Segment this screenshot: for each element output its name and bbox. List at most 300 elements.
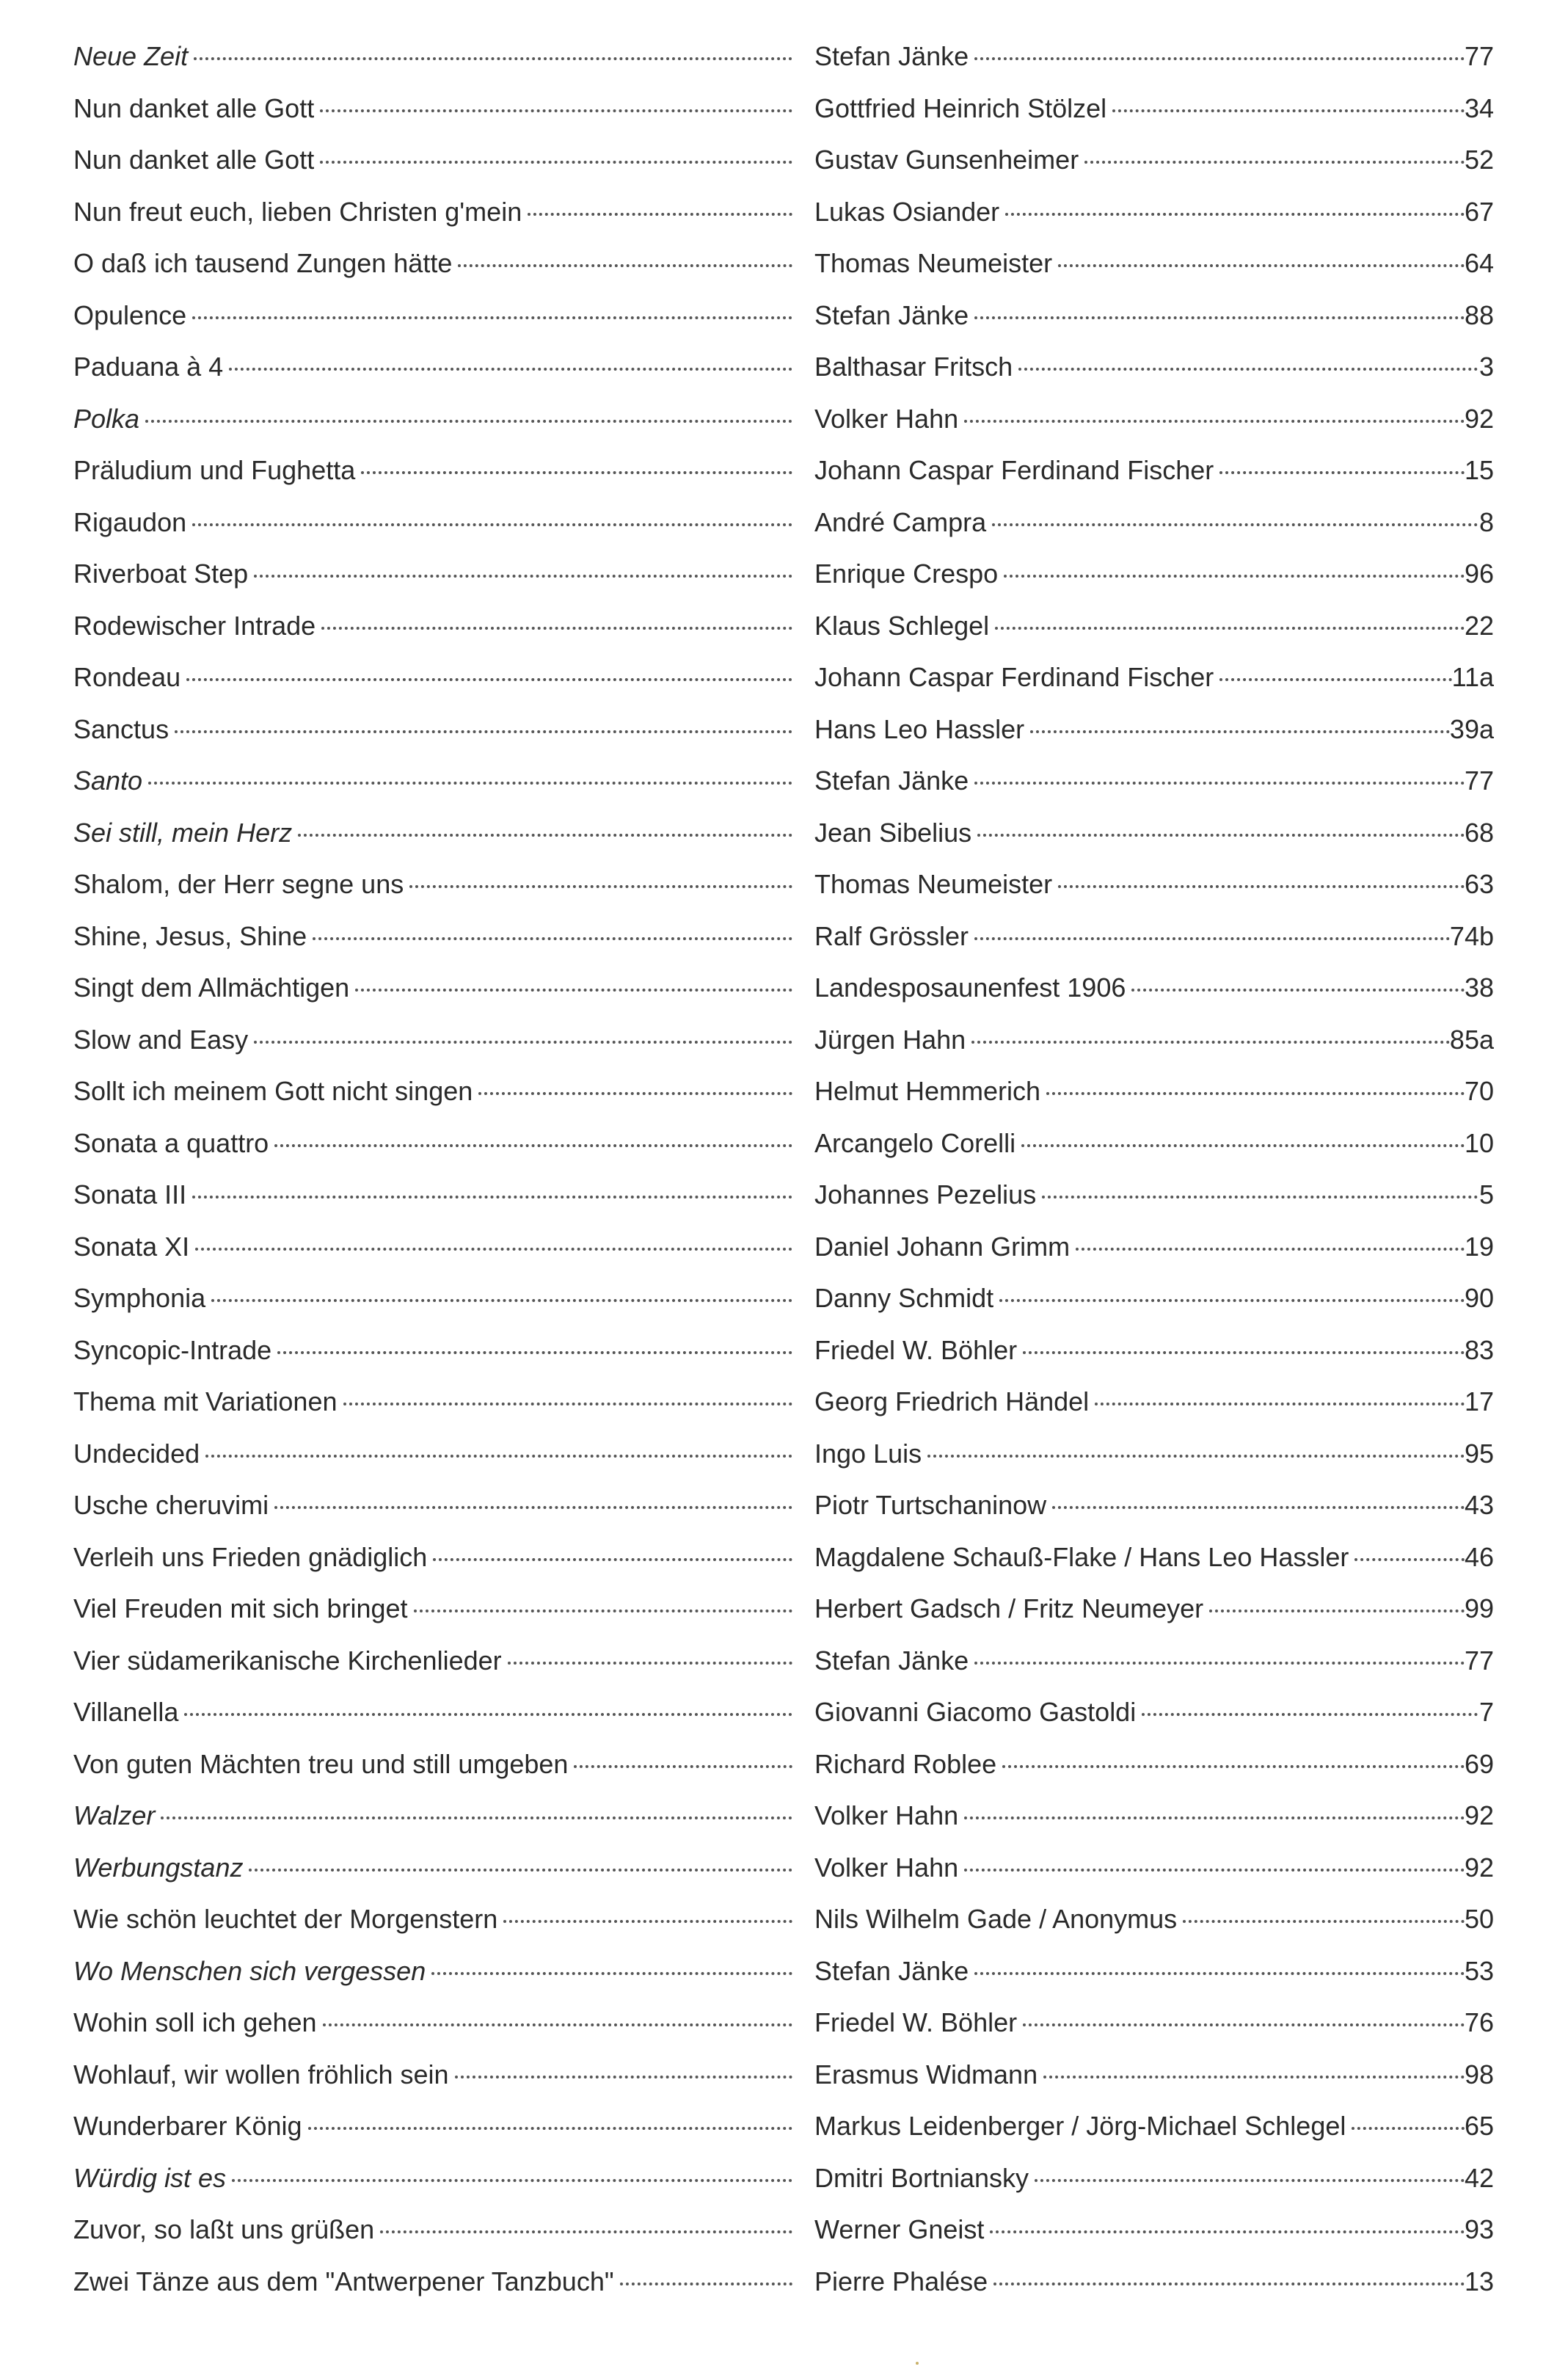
composer-cell [814,1903,1494,1935]
composer-name: André Campra [814,506,987,537]
index-row [73,2153,1494,2205]
index-row [73,1480,1494,1532]
index-row [73,1687,1494,1739]
composer-name: Klaus Schlegel [814,610,990,641]
page-number: 92 [1464,1852,1494,1883]
title-cell [73,1852,800,1884]
index-row [73,859,1494,911]
index-row [73,1118,1494,1170]
dot-leader [1219,471,1465,474]
title-cell [73,765,800,797]
composer-name: Lukas Osiander [814,196,1000,227]
composer-cell [814,1438,1494,1470]
composer-name: Jürgen Hahn [814,1024,966,1055]
title-cell [73,1024,800,1056]
piece-title: Undecided [73,1438,200,1469]
composer-name: Werner Gneist [814,2214,985,2244]
index-row [73,2049,1494,2101]
index-row [73,341,1494,393]
composer-cell [814,713,1494,746]
dot-leader [274,1144,792,1147]
composer-name: Daniel Johann Grimm [814,1231,1071,1262]
dot-leader [1004,575,1465,578]
composer-cell [814,1127,1494,1160]
index-row [73,1532,1494,1584]
piece-title: Wunderbarer König [73,2111,302,2141]
piece-title: Sollt ich meinem Gott nicht singen [73,1076,473,1106]
index-row [73,186,1494,239]
index-row [73,393,1494,445]
page-number: 70 [1464,1076,1494,1106]
page-number: 85a [1449,1024,1494,1055]
page-number: 63 [1464,869,1494,899]
piece-title: Polka [73,403,140,434]
piece-title: Von guten Mächten treu und still umgeben [73,1748,569,1779]
page-number: 43 [1464,1490,1494,1520]
dot-leader [1076,1248,1465,1251]
dot-leader [964,1816,1465,1819]
piece-title: Verleih uns Frieden gnädiglich [73,1541,428,1572]
dot-leader [148,782,792,785]
composer-name: Danny Schmidt [814,1283,994,1313]
page-number: 42 [1464,2162,1494,2193]
page-number: 39a [1449,713,1494,744]
page-number: 77 [1464,1645,1494,1676]
index-row [73,2204,1494,2256]
title-cell [73,1489,800,1521]
index-row [73,1169,1494,1221]
piece-title: Zuvor, so laßt uns grüßen [73,2214,375,2244]
composer-cell [814,1593,1494,1625]
composer-name: Stefan Jänke [814,1955,969,1986]
dot-leader [974,782,1465,785]
dot-leader [361,471,792,474]
composer-cell [814,1645,1494,1677]
composer-name: Gottfried Heinrich Stölzel [814,92,1107,123]
composer-name: Ingo Luis [814,1438,922,1469]
piece-title: Rigaudon [73,506,187,537]
dot-leader [1021,1144,1465,1147]
dot-leader [355,989,792,992]
title-cell [73,403,800,435]
title-cell [73,1282,800,1314]
dot-leader [192,523,792,526]
title-cell [73,558,800,590]
dot-leader [1058,885,1465,888]
composer-name: Landesposaunenfest 1906 [814,972,1126,1003]
dot-leader [254,575,792,578]
index-row [73,1583,1494,1635]
piece-title: Symphonia [73,1283,206,1313]
piece-title: Slow and Easy [73,1024,249,1055]
dot-leader [184,1713,792,1716]
piece-title: Werbungstanz [73,1852,244,1883]
composer-cell [814,2266,1494,2298]
dot-leader [211,1299,792,1302]
dot-leader [1142,1713,1478,1716]
piece-title: Wohlauf, wir wollen fröhlich sein [73,2059,449,2090]
page-number: 93 [1464,2214,1494,2244]
dot-leader [414,1610,792,1612]
composer-cell [814,1334,1494,1367]
dot-leader [1043,2076,1465,2078]
dot-leader [1052,1506,1465,1509]
page-number: 53 [1464,1955,1494,1986]
composer-name: Hans Leo Hassler [814,713,1025,744]
composer-name: Stefan Jänke [814,765,969,796]
composer-name: Piotr Turtschaninow [814,1490,1047,1520]
dot-leader [1002,1765,1465,1768]
dot-leader [1084,161,1465,164]
index-row [73,807,1494,859]
dot-leader [431,1972,792,1975]
page-number: 90 [1464,1283,1494,1313]
piece-title: Nun freut euch, lieben Christen g'mein [73,196,522,227]
composer-cell [814,2214,1494,2246]
dot-leader [1005,213,1465,216]
dot-leader [508,1662,792,1665]
title-cell [73,92,800,125]
dot-leader [192,1196,792,1199]
dot-leader [1095,1403,1465,1405]
piece-title: Rondeau [73,662,181,692]
index-row [73,1997,1494,2049]
paper-speck [916,2362,919,2365]
page-number: 34 [1464,92,1494,123]
dot-leader [249,1869,792,1872]
title-cell [73,817,800,849]
composer-name: Johann Caspar Ferdinand Fischer [814,662,1214,692]
composer-name: Giovanni Giacomo Gastoldi [814,1697,1137,1727]
dot-leader [455,2076,792,2078]
piece-title: Riverboat Step [73,559,249,589]
page-number: 8 [1478,506,1494,537]
dot-leader [254,1041,792,1044]
index-row [73,1325,1494,1377]
composer-name: Richard Roblee [814,1748,997,1779]
piece-title: Singt dem Allmächtigen [73,972,350,1003]
composer-cell [814,247,1494,280]
page-number: 83 [1464,1334,1494,1365]
piece-title: Santo [73,765,143,796]
dot-leader [1035,2179,1465,2182]
composer-name: Ralf Grössler [814,920,969,951]
composer-name: Stefan Jänke [814,41,969,71]
index-row [73,497,1494,549]
title-cell [73,1127,800,1160]
dot-leader [977,834,1465,837]
page-number: 67 [1464,196,1494,227]
title-cell [73,1645,800,1677]
dot-leader [186,678,792,681]
page-number: 3 [1478,352,1494,382]
dot-leader [409,885,792,888]
piece-title: Sonata XI [73,1231,190,1262]
composer-cell [814,403,1494,435]
composer-cell [814,1696,1494,1728]
index-row [73,2256,1494,2308]
composer-cell [814,2162,1494,2194]
page-number: 15 [1464,455,1494,485]
composer-name: Johannes Pezelius [814,1179,1037,1210]
dot-leader [320,161,792,164]
composer-name: Markus Leidenberger / Jörg-Michael Schlegel [814,2111,1346,2141]
index-row [73,1273,1494,1325]
index-row [73,704,1494,756]
dot-leader [574,1765,792,1768]
dot-leader [175,730,792,733]
composer-name: Enrique Crespo [814,559,999,589]
dot-leader [974,1662,1465,1665]
composer-cell [814,454,1494,487]
page-number: 65 [1464,2111,1494,2141]
page-number: 22 [1464,610,1494,641]
dot-leader [1352,2127,1465,2130]
page-number: 19 [1464,1231,1494,1262]
piece-title: Syncopic-Intrade [73,1334,272,1365]
piece-title: Nun danket alle Gott [73,145,315,175]
dot-leader [964,420,1465,423]
page-number: 92 [1464,1800,1494,1830]
title-cell [73,144,800,176]
piece-title: Shalom, der Herr segne uns [73,869,404,899]
composer-cell [814,972,1494,1004]
composer-name: Friedel W. Böhler [814,1334,1018,1365]
composer-cell [814,144,1494,176]
title-cell [73,2059,800,2091]
title-cell [73,1696,800,1728]
index-row [73,1894,1494,1946]
piece-title: Walzer [73,1800,156,1830]
piece-title: Sanctus [73,713,169,744]
page-number: 99 [1464,1593,1494,1623]
dot-leader [1042,1196,1478,1199]
index-row [73,1428,1494,1480]
dot-leader [298,834,792,837]
composer-name: Thomas Neumeister [814,869,1053,899]
composer-cell [814,2007,1494,2039]
dot-leader [1183,1920,1465,1923]
index-row [73,911,1494,963]
page-number: 52 [1464,145,1494,175]
dot-leader [974,937,1450,940]
index-row [73,652,1494,704]
composer-name: Volker Hahn [814,1800,959,1830]
composer-name: Magdalene Schauß-Flake / Hans Leo Hassler [814,1541,1349,1572]
title-cell [73,713,800,746]
piece-title: Thema mit Variationen [73,1386,338,1416]
title-cell [73,40,800,73]
dot-leader [974,1972,1465,1975]
page-number: 38 [1464,972,1494,1003]
dot-leader [1023,1351,1465,1354]
composer-cell [814,1179,1494,1211]
piece-title: Würdig ist es [73,2162,227,2193]
dot-leader [1018,368,1478,371]
composer-cell [814,92,1494,125]
dot-leader [194,57,792,60]
piece-title: Paduana à 4 [73,352,224,382]
page-number: 95 [1464,1438,1494,1469]
composer-cell [814,299,1494,332]
index-row [73,1946,1494,1998]
dot-leader [927,1455,1465,1458]
composer-cell [814,817,1494,849]
index-list [73,31,1494,2307]
index-row [73,548,1494,600]
title-cell [73,1386,800,1418]
piece-title: Sonata III [73,1179,187,1210]
page-number: 69 [1464,1748,1494,1779]
composer-cell [814,1489,1494,1521]
page-number: 11a [1451,662,1494,692]
piece-title: Zwei Tänze aus dem "Antwerpener Tanzbuch" [73,2266,614,2296]
piece-title: Rodewischer Intrade [73,610,316,641]
dot-leader [323,2023,792,2026]
piece-title: Sonata a quattro [73,1127,269,1158]
composer-name: Georg Friedrich Händel [814,1386,1090,1416]
dot-leader [995,627,1465,630]
composer-name: Arcangelo Corelli [814,1127,1016,1158]
piece-title: Sei still, mein Herz [73,817,293,848]
index-row [73,31,1494,83]
composer-cell [814,920,1494,953]
composer-cell [814,1282,1494,1314]
dot-leader [321,627,792,630]
title-cell [73,1075,800,1108]
dot-leader [1354,1558,1465,1561]
composer-cell [814,610,1494,642]
page-number: 96 [1464,559,1494,589]
index-row [73,600,1494,652]
index-row [73,445,1494,497]
dot-leader [1023,2023,1465,2026]
title-cell [73,2214,800,2246]
page-number: 5 [1478,1179,1494,1210]
composer-cell [814,868,1494,901]
index-row [73,962,1494,1014]
index-row [73,1221,1494,1273]
piece-title: Viel Freuden mit sich bringet [73,1593,408,1623]
title-cell [73,1179,800,1211]
title-cell [73,1541,800,1574]
title-cell [73,610,800,642]
piece-title: Nun danket alle Gott [73,92,315,123]
composer-cell [814,196,1494,228]
page-number: 50 [1464,1904,1494,1934]
title-cell [73,1593,800,1625]
composer-name: Dmitri Bortniansky [814,2162,1029,2193]
dot-leader [1058,264,1465,267]
index-row [73,83,1494,135]
page-number: 46 [1464,1541,1494,1572]
title-cell [73,661,800,694]
composer-cell [814,1800,1494,1832]
dot-leader [999,1299,1465,1302]
dot-leader [1209,1610,1465,1612]
composer-name: Jean Sibelius [814,817,972,848]
composer-name: Volker Hahn [814,1852,959,1883]
composer-cell [814,765,1494,797]
index-row [73,1014,1494,1066]
dot-leader [478,1092,792,1095]
title-cell [73,247,800,280]
title-cell [73,1438,800,1470]
index-row [73,134,1494,186]
dot-leader [1030,730,1450,733]
page-number: 74b [1449,920,1494,951]
piece-title: Usche cheruvimi [73,1490,269,1520]
piece-title: Neue Zeit [73,41,189,71]
composer-name: Stefan Jänke [814,1645,969,1676]
index-row [73,2101,1494,2153]
page-number: 7 [1478,1697,1494,1727]
dot-leader [277,1351,792,1354]
dot-leader [964,1869,1465,1872]
page-number: 10 [1464,1127,1494,1158]
composer-name: Balthasar Fritsch [814,352,1013,382]
composer-name: Gustav Gunsenheimer [814,145,1079,175]
dot-leader [320,109,792,112]
title-cell [73,2110,800,2142]
dot-leader [161,1816,792,1819]
composer-cell [814,351,1494,383]
title-cell [73,1800,800,1832]
dot-leader [195,1248,792,1251]
dot-leader [528,213,792,216]
title-cell [73,1231,800,1263]
composer-name: Thomas Neumeister [814,248,1053,278]
dot-leader [1112,109,1465,112]
dot-leader [192,316,792,319]
page-number: 98 [1464,2059,1494,2090]
composer-name: Stefan Jänke [814,299,969,330]
piece-title: Wohin soll ich gehen [73,2007,317,2037]
title-cell [73,1903,800,1935]
index-row [73,238,1494,290]
composer-cell [814,558,1494,590]
dot-leader [503,1920,792,1923]
title-cell [73,1748,800,1781]
piece-title: Villanella [73,1697,179,1727]
dot-leader [974,57,1465,60]
dot-leader [380,2230,792,2233]
dot-leader [433,1558,792,1561]
title-cell [73,972,800,1004]
dot-leader [1131,989,1465,992]
dot-leader [458,264,792,267]
piece-title: Shine, Jesus, Shine [73,920,307,951]
dot-leader [620,2283,792,2285]
composer-cell [814,2110,1494,2142]
composer-cell [814,1955,1494,1987]
index-row [73,1066,1494,1118]
title-cell [73,299,800,332]
page-number: 76 [1464,2007,1494,2037]
composer-name: Erasmus Widmann [814,2059,1038,2090]
dot-leader [992,523,1478,526]
index-row [73,1739,1494,1791]
page-number: 68 [1464,817,1494,848]
title-cell [73,2162,800,2194]
composer-cell [814,1231,1494,1263]
composer-cell [814,1748,1494,1781]
composer-cell [814,1075,1494,1108]
composer-name: Herbert Gadsch / Fritz Neumeyer [814,1593,1204,1623]
index-row [73,1790,1494,1842]
dot-leader [308,2127,792,2130]
composer-cell [814,661,1494,694]
